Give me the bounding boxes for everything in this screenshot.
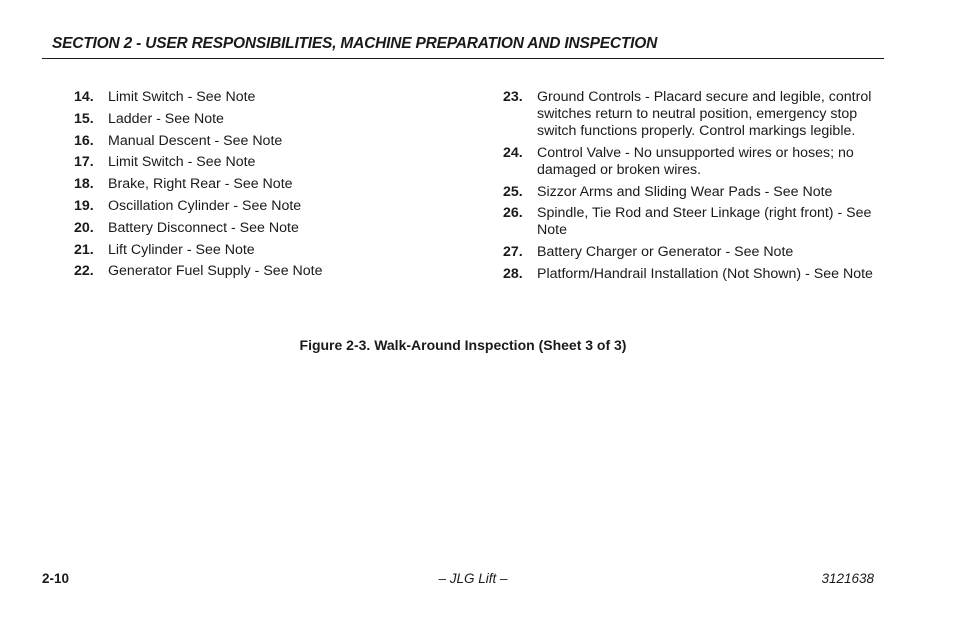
page-number: 2-10 — [42, 571, 70, 586]
list-item — [74, 176, 454, 193]
item-number: 20. — [74, 219, 94, 236]
list-item — [503, 266, 875, 283]
item-number: 18. — [74, 176, 94, 193]
figure-caption: Figure 2-3. Walk-Around Inspection (Sheet 3 of 3) — [299, 337, 627, 353]
item-text: Limit Switch - See Note — [108, 154, 256, 171]
item-text: Manual Descent - See Note — [108, 132, 283, 149]
item-text: Oscillation Cylinder - See Note — [108, 197, 302, 214]
header-divider — [42, 58, 884, 59]
list-item — [74, 89, 454, 106]
item-text: Ground Controls - Placard secure and legible, control switches return to neutral position, emergency stop switch functions properly. Control markings legible. — [537, 89, 872, 139]
item-number: 24. — [503, 144, 523, 161]
item-number: 25. — [503, 183, 523, 200]
item-text: Battery Charger or Generator - See Note — [537, 244, 794, 261]
item-number: 15. — [74, 110, 94, 127]
list-item — [74, 154, 454, 171]
section-title: SECTION 2 - USER RESPONSIBILITIES, MACHINE PREPARATION AND INSPECTION — [52, 35, 658, 52]
list-item — [74, 111, 454, 128]
item-text: Control Valve - No unsupported wires or hoses; no damaged or broken wires. — [537, 144, 854, 178]
list-item — [74, 198, 454, 215]
inspection-list-left — [74, 89, 454, 285]
item-text: Spindle, Tie Rod and Steer Linkage (right front) - See Note — [537, 205, 872, 239]
list-item — [74, 242, 454, 259]
list-item — [503, 145, 875, 179]
inspection-list-right — [503, 89, 875, 288]
item-text: Limit Switch - See Note — [108, 89, 256, 105]
item-number: 17. — [74, 154, 94, 171]
item-number: 19. — [74, 197, 94, 214]
document-number: 3121638 — [821, 571, 874, 586]
item-text: Generator Fuel Supply - See Note — [108, 263, 323, 280]
list-item — [503, 184, 875, 201]
item-text: Ladder - See Note — [108, 110, 224, 127]
list-item — [503, 89, 875, 140]
item-number: 23. — [503, 89, 523, 105]
list-item — [503, 205, 875, 239]
item-number: 14. — [74, 89, 94, 105]
list-item — [74, 133, 454, 150]
item-text: Platform/Handrail Installation (Not Shown) - See Note — [537, 265, 873, 282]
item-number: 22. — [74, 263, 94, 280]
item-text: Battery Disconnect - See Note — [108, 219, 299, 236]
item-text: Sizzor Arms and Sliding Wear Pads - See Note — [537, 183, 833, 200]
item-number: 27. — [503, 244, 523, 261]
item-number: 28. — [503, 265, 523, 282]
item-text: Lift Cylinder - See Note — [108, 241, 255, 258]
list-item — [74, 220, 454, 237]
footer-brand: – JLG Lift – — [438, 571, 508, 586]
item-number: 26. — [503, 205, 523, 222]
list-item — [74, 263, 454, 280]
item-text: Brake, Right Rear - See Note — [108, 176, 293, 193]
item-number: 16. — [74, 132, 94, 149]
list-item — [503, 244, 875, 261]
item-number: 21. — [74, 241, 94, 258]
